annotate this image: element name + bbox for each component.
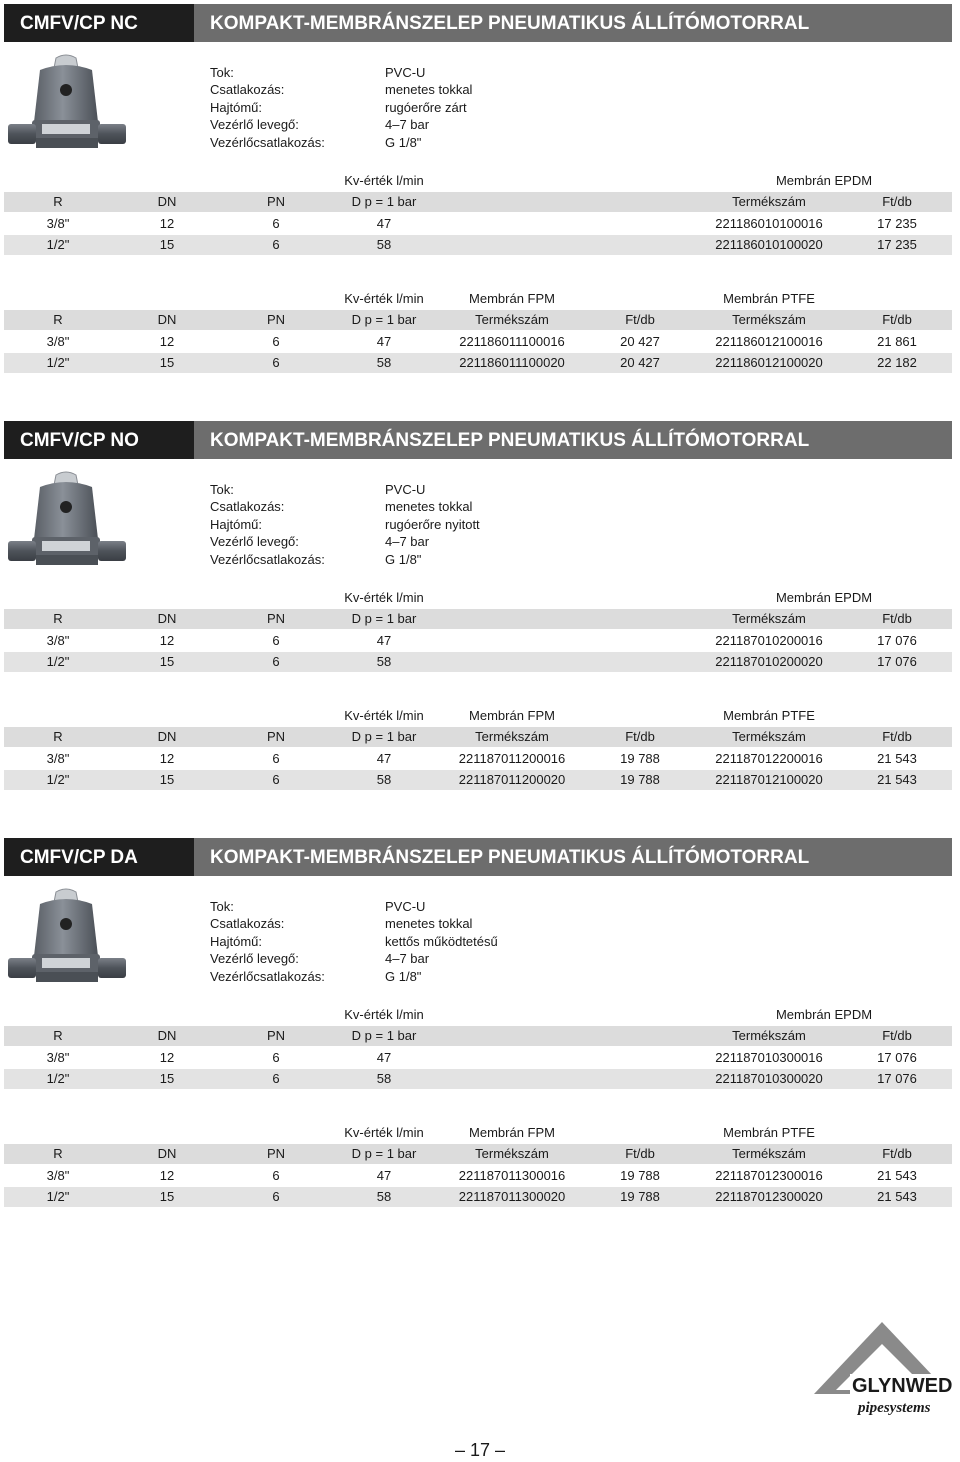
cell-fpm-code: 221187011200020	[458, 772, 566, 787]
cell-ptfe-code: 221187012300020	[715, 1189, 823, 1204]
cell-code: 221187010300016	[715, 1050, 823, 1065]
table-header-row	[4, 192, 952, 212]
table-row	[4, 1069, 952, 1089]
cell-kv: 47	[376, 751, 392, 766]
cell-fpm-code: 221187011300016	[458, 1168, 566, 1183]
col-dp: D p = 1 bar	[351, 194, 417, 209]
cell-ptfe-code: 221187012300016	[715, 1168, 823, 1183]
kv-header: Kv-érték l/min	[344, 173, 424, 188]
table-header-row	[4, 609, 952, 629]
prop-label: Csatlakozás:	[210, 499, 285, 515]
section-header	[4, 4, 952, 42]
col-fpm-code: Termékszám	[475, 729, 549, 744]
cell-ptfe-code: 221186012100020	[715, 355, 823, 370]
col-ptfe-price: Ft/db	[882, 1146, 912, 1161]
prop-value: 4–7 bar	[385, 951, 430, 967]
membrane-epdm-header: Membrán EPDM	[775, 173, 873, 188]
cell-pn: 6	[272, 237, 280, 252]
table-header-row	[4, 1026, 952, 1046]
col-product-code: Termékszám	[732, 1028, 806, 1043]
product-code: CMFV/CP NO	[4, 421, 194, 459]
col-dp: D p = 1 bar	[351, 312, 417, 327]
section-title: KOMPAKT-MEMBRÁNSZELEP PNEUMATIKUS ÁLLÍTÓMOTORRAL	[194, 838, 952, 876]
col-product-code: Termékszám	[732, 611, 806, 626]
col-ptfe-code: Termékszám	[732, 729, 806, 744]
cell-ptfe-price: 21 543	[877, 1189, 917, 1204]
kv-header: Kv-érték l/min	[344, 708, 424, 723]
logo-text: GLYNWED	[852, 1375, 953, 1397]
prop-label: Hajtómű:	[210, 99, 263, 115]
col-pn: PN	[266, 1146, 286, 1161]
cell-pn: 6	[272, 1189, 280, 1204]
col-dn: DN	[157, 729, 177, 744]
col-r: R	[53, 611, 63, 626]
cell-fpm-code: 221186011100016	[459, 334, 565, 349]
prop-label: Vezérlő levegő:	[210, 117, 299, 133]
cell-code: 221187010200020	[715, 654, 823, 669]
col-dp: D p = 1 bar	[351, 611, 417, 626]
col-fpm-code: Termékszám	[475, 312, 549, 327]
cell-dn: 12	[159, 216, 175, 231]
cell-code: 221187010300020	[715, 1071, 823, 1086]
membrane-fpm-header: Membrán FPM	[469, 708, 555, 723]
cell-dn: 12	[159, 1050, 175, 1065]
glynwed-logo	[812, 1320, 954, 1420]
col-pn: PN	[266, 312, 286, 327]
prop-label: Vezérlőcsatlakozás:	[210, 968, 325, 984]
cell-dn: 15	[159, 772, 175, 787]
prop-label: Csatlakozás:	[210, 82, 285, 98]
col-ptfe-code: Termékszám	[732, 312, 806, 327]
cell-fpm-price: 19 788	[620, 772, 660, 787]
table-row	[4, 652, 952, 672]
cell-pn: 6	[272, 1050, 280, 1065]
prop-value: rugóerőre nyitott	[385, 516, 480, 532]
cell-price: 17 235	[877, 237, 917, 252]
prop-value: PVC-U	[385, 65, 426, 80]
cell-fpm-price: 19 788	[620, 1189, 660, 1204]
cell-dn: 12	[159, 751, 175, 766]
membrane-ptfe-header: Membrán PTFE	[723, 1125, 815, 1140]
cell-pn: 6	[272, 633, 280, 648]
cell-r: 1/2"	[46, 654, 70, 669]
prop-value: G 1/8"	[385, 551, 422, 567]
col-pn: PN	[266, 1028, 286, 1043]
col-r: R	[53, 312, 63, 327]
cell-dn: 12	[159, 1168, 175, 1183]
prop-label: Hajtómű:	[210, 516, 263, 532]
cell-kv: 47	[376, 1168, 392, 1183]
membrane-ptfe-header: Membrán PTFE	[723, 708, 815, 723]
cell-dn: 15	[159, 654, 175, 669]
cell-kv: 47	[376, 216, 392, 231]
cell-r: 3/8"	[46, 1168, 70, 1183]
col-fpm-price: Ft/db	[625, 312, 655, 327]
kv-header: Kv-érték l/min	[344, 291, 424, 306]
col-product-code: Termékszám	[732, 194, 806, 209]
kv-header: Kv-érték l/min	[344, 1007, 424, 1022]
prop-label: Tok:	[210, 899, 234, 914]
cell-ptfe-price: 21 543	[877, 772, 917, 787]
membrane-fpm-header: Membrán FPM	[469, 1125, 555, 1140]
cell-ptfe-code: 221187012200016	[715, 751, 823, 766]
cell-fpm-code: 221187011200016	[458, 751, 566, 766]
prop-value: 4–7 bar	[385, 534, 430, 550]
page-number: – 17 –	[454, 1440, 506, 1460]
table-header-row	[4, 727, 952, 747]
prop-value: rugóerőre zárt	[385, 99, 467, 115]
col-dp: D p = 1 bar	[351, 729, 417, 744]
cell-r: 3/8"	[46, 633, 70, 648]
cell-code: 221186010100020	[715, 237, 823, 252]
prop-label: Hajtómű:	[210, 933, 263, 949]
cell-dn: 15	[159, 355, 175, 370]
product-code: CMFV/CP DA	[4, 838, 194, 876]
table-row	[4, 353, 952, 373]
valve-product-image	[6, 886, 128, 988]
prop-value: menetes tokkal	[385, 916, 473, 932]
kv-header: Kv-érték l/min	[344, 1125, 424, 1140]
col-fpm-price: Ft/db	[625, 729, 655, 744]
prop-value: menetes tokkal	[385, 82, 473, 98]
col-dn: DN	[157, 312, 177, 327]
col-dp: D p = 1 bar	[351, 1146, 417, 1161]
cell-fpm-price: 20 427	[620, 355, 660, 370]
section-title: KOMPAKT-MEMBRÁNSZELEP PNEUMATIKUS ÁLLÍTÓMOTORRAL	[194, 421, 952, 459]
table-row	[4, 1187, 952, 1207]
cell-r: 1/2"	[46, 1071, 70, 1086]
section-header	[4, 838, 952, 876]
col-price: Ft/db	[882, 1028, 912, 1043]
cell-ptfe-code: 221187012100020	[715, 772, 823, 787]
cell-fpm-price: 20 427	[620, 334, 660, 349]
cell-dn: 12	[159, 334, 175, 349]
prop-value: G 1/8"	[385, 134, 422, 150]
cell-r: 1/2"	[46, 1189, 70, 1204]
cell-r: 1/2"	[46, 355, 70, 370]
cell-kv: 47	[376, 1050, 392, 1065]
table-header-row	[4, 1144, 952, 1164]
cell-ptfe-price: 21 543	[877, 1168, 917, 1183]
prop-label: Tok:	[210, 65, 234, 80]
cell-pn: 6	[272, 334, 280, 349]
logo-tagline: pipesystems	[858, 1400, 931, 1416]
cell-pn: 6	[272, 751, 280, 766]
membrane-epdm-header: Membrán EPDM	[775, 1007, 873, 1022]
cell-price: 17 076	[877, 654, 917, 669]
col-r: R	[53, 1146, 63, 1161]
properties-list	[210, 64, 472, 151]
cell-dn: 15	[159, 237, 175, 252]
prop-value: menetes tokkal	[385, 499, 473, 515]
table-header-row	[4, 172, 952, 190]
prop-label: Tok:	[210, 482, 234, 497]
membrane-epdm-header: Membrán EPDM	[775, 590, 873, 605]
prop-label: Vezérlőcsatlakozás:	[210, 134, 325, 150]
col-price: Ft/db	[882, 611, 912, 626]
product-code: CMFV/CP NC	[4, 4, 194, 42]
col-price: Ft/db	[882, 194, 912, 209]
cell-pn: 6	[272, 772, 280, 787]
table-header-row	[4, 707, 952, 725]
table-header-row	[4, 589, 952, 607]
cell-r: 3/8"	[46, 751, 70, 766]
cell-kv: 47	[376, 633, 392, 648]
col-r: R	[53, 1028, 63, 1043]
table-row	[4, 770, 952, 790]
col-ptfe-price: Ft/db	[882, 729, 912, 744]
table-row	[4, 214, 952, 234]
prop-label: Vezérlő levegő:	[210, 951, 299, 967]
cell-dn: 15	[159, 1189, 175, 1204]
prop-value: 4–7 bar	[385, 117, 430, 133]
table-row	[4, 1166, 952, 1186]
cell-fpm-price: 19 788	[620, 1168, 660, 1183]
col-dp: D p = 1 bar	[351, 1028, 417, 1043]
cell-pn: 6	[272, 1071, 280, 1086]
cell-ptfe-price: 21 543	[877, 751, 917, 766]
col-pn: PN	[266, 729, 286, 744]
col-dn: DN	[157, 1028, 177, 1043]
cell-kv: 58	[376, 654, 392, 669]
cell-dn: 12	[159, 633, 175, 648]
prop-value: PVC-U	[385, 482, 426, 497]
col-fpm-code: Termékszám	[475, 1146, 549, 1161]
cell-pn: 6	[272, 216, 280, 231]
cell-kv: 58	[376, 1189, 392, 1204]
cell-code: 221186010100016	[715, 216, 823, 231]
table-row	[4, 1048, 952, 1068]
cell-ptfe-code: 221186012100016	[715, 334, 823, 349]
properties-list	[210, 481, 480, 568]
cell-fpm-code: 221187011300020	[458, 1189, 566, 1204]
cell-kv: 58	[376, 237, 392, 252]
table-row	[4, 235, 952, 255]
cell-r: 3/8"	[46, 216, 70, 231]
cell-price: 17 076	[877, 1050, 917, 1065]
membrane-ptfe-header: Membrán PTFE	[723, 291, 815, 306]
cell-pn: 6	[272, 1168, 280, 1183]
table-header-row	[4, 290, 952, 308]
col-r: R	[53, 729, 63, 744]
cell-price: 17 235	[877, 216, 917, 231]
cell-code: 221187010200016	[715, 633, 823, 648]
col-dn: DN	[157, 194, 177, 209]
col-dn: DN	[157, 611, 177, 626]
cell-pn: 6	[272, 355, 280, 370]
col-r: R	[53, 194, 63, 209]
cell-r: 1/2"	[46, 772, 70, 787]
cell-ptfe-price: 22 182	[877, 355, 917, 370]
prop-value: PVC-U	[385, 899, 426, 914]
valve-product-image	[6, 52, 128, 154]
cell-r: 3/8"	[46, 334, 70, 349]
cell-r: 1/2"	[46, 237, 70, 252]
table-header-row	[4, 1124, 952, 1142]
cell-price: 17 076	[877, 633, 917, 648]
section-title: KOMPAKT-MEMBRÁNSZELEP PNEUMATIKUS ÁLLÍTÓMOTORRAL	[194, 4, 952, 42]
table-header-row	[4, 310, 952, 330]
cell-fpm-code: 221186011100020	[459, 355, 565, 370]
prop-label: Vezérlő levegő:	[210, 534, 299, 550]
membrane-fpm-header: Membrán FPM	[469, 291, 555, 306]
col-pn: PN	[266, 611, 286, 626]
col-ptfe-price: Ft/db	[882, 312, 912, 327]
section-header	[4, 421, 952, 459]
table-row	[4, 332, 952, 352]
cell-r: 3/8"	[46, 1050, 70, 1065]
cell-kv: 58	[376, 355, 392, 370]
col-pn: PN	[266, 194, 286, 209]
col-fpm-price: Ft/db	[625, 1146, 655, 1161]
cell-kv: 58	[376, 772, 392, 787]
cell-dn: 15	[159, 1071, 175, 1086]
properties-list	[210, 898, 498, 985]
prop-label: Vezérlőcsatlakozás:	[210, 551, 325, 567]
valve-product-image	[6, 469, 128, 571]
prop-label: Csatlakozás:	[210, 916, 285, 932]
cell-kv: 47	[376, 334, 392, 349]
table-row	[4, 631, 952, 651]
table-row	[4, 749, 952, 769]
col-ptfe-code: Termékszám	[732, 1146, 806, 1161]
cell-price: 17 076	[877, 1071, 917, 1086]
kv-header: Kv-érték l/min	[344, 590, 424, 605]
cell-ptfe-price: 21 861	[877, 334, 917, 349]
cell-fpm-price: 19 788	[620, 751, 660, 766]
table-header-row	[4, 1006, 952, 1024]
prop-value: kettős működtetésű	[385, 933, 498, 949]
cell-pn: 6	[272, 654, 280, 669]
prop-value: G 1/8"	[385, 968, 422, 984]
cell-kv: 58	[376, 1071, 392, 1086]
col-dn: DN	[157, 1146, 177, 1161]
